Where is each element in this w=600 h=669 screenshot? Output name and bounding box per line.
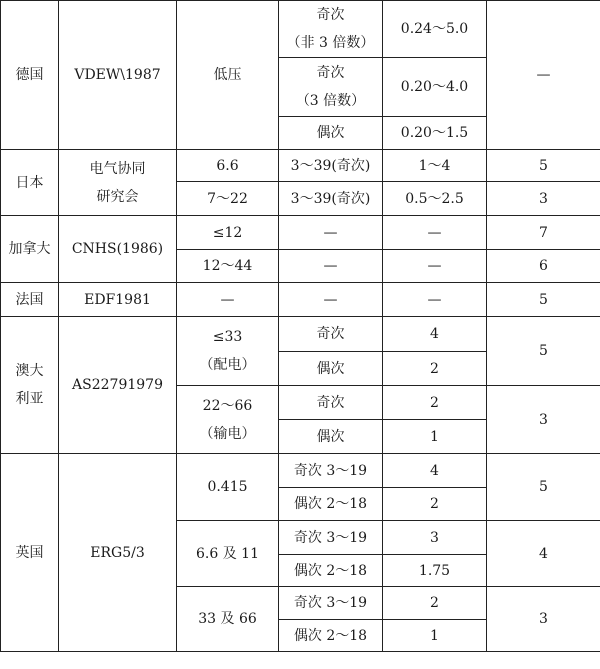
thd-cell: 5	[487, 283, 600, 317]
voltage-cell: 低压	[177, 1, 279, 150]
voltage-cell: 12～44	[177, 250, 279, 283]
limit-value-cell: 2	[383, 386, 487, 420]
harmonic-order-cell: 奇次 3～19	[279, 454, 383, 488]
voltage-cell: 6.6 及 11	[177, 521, 279, 587]
order-line: （3 倍数）	[295, 93, 366, 109]
limit-value-cell: 1.75	[383, 555, 487, 587]
standard-cell: VDEW\1987	[59, 1, 177, 150]
standard-cell: AS22791979	[59, 317, 177, 454]
table-row	[1, 317, 600, 352]
table-row	[1, 1, 600, 58]
voltage-line: （输电）	[199, 425, 256, 442]
limit-value-cell: —	[383, 250, 487, 283]
country-cell: 加拿大	[1, 216, 59, 283]
harmonic-order-cell: 偶次 2～18	[279, 555, 383, 587]
limit-value-cell: 3	[383, 521, 487, 555]
country-line: 利亚	[15, 391, 44, 407]
thd-cell: 7	[487, 216, 600, 250]
thd-cell: —	[487, 1, 600, 150]
thd-cell: 5	[487, 150, 600, 182]
harmonic-order-cell: 奇次	[279, 386, 383, 420]
harmonic-order-cell	[279, 1, 383, 58]
thd-cell: 6	[487, 250, 600, 283]
limit-value-cell: 0.20～1.5	[383, 117, 487, 150]
country-cell: 日本	[1, 150, 59, 216]
harmonic-order-cell: —	[279, 283, 383, 317]
voltage-line: （配电）	[199, 357, 256, 373]
voltage-cell: 7～22	[177, 182, 279, 216]
country-line: 澳大	[15, 363, 44, 379]
standard-cell: CNHS(1986)	[59, 216, 177, 283]
voltage-cell	[177, 386, 279, 454]
country-cell: 法国	[1, 283, 59, 317]
table-row	[1, 216, 600, 250]
harmonic-order-cell: 3～39(奇次)	[279, 150, 383, 182]
harmonic-order-cell: 奇次 3～19	[279, 587, 383, 620]
thd-cell: 3	[487, 182, 600, 216]
harmonic-order-cell: —	[279, 216, 383, 250]
harmonic-order-cell: 偶次	[279, 117, 383, 150]
voltage-cell: —	[177, 283, 279, 317]
voltage-cell: 6.6	[177, 150, 279, 182]
thd-cell: 5	[487, 317, 600, 386]
limit-value-cell: 0.5～2.5	[383, 182, 487, 216]
harmonic-order-cell: 偶次	[279, 352, 383, 386]
harmonic-order-cell: 偶次 2～18	[279, 620, 383, 652]
voltage-line: 22～66	[202, 397, 253, 414]
limit-value-cell: 4	[383, 454, 487, 488]
harmonic-order-cell: 奇次	[279, 317, 383, 352]
limit-value-cell: 0.24～5.0	[383, 1, 487, 58]
standard-cell: EDF1981	[59, 283, 177, 317]
thd-cell: 3	[487, 386, 600, 454]
harmonic-order-cell: —	[279, 250, 383, 283]
standard-cell: ERG5/3	[59, 454, 177, 652]
voltage-line: ≤33	[212, 329, 243, 345]
limit-value-cell: 1	[383, 620, 487, 652]
voltage-cell: 0.415	[177, 454, 279, 521]
order-line: （非 3 倍数）	[286, 35, 375, 51]
limit-value-cell: 2	[383, 587, 487, 620]
table-row	[1, 283, 600, 317]
table-row	[1, 454, 600, 488]
limit-value-cell: 2	[383, 352, 487, 386]
country-cell	[1, 317, 59, 454]
standard-cell	[59, 150, 177, 216]
limit-value-cell: —	[383, 283, 487, 317]
country-cell: 德国	[1, 1, 59, 150]
limit-value-cell: 0.20～4.0	[383, 58, 487, 117]
harmonic-order-cell: 奇次 3～19	[279, 521, 383, 555]
limit-value-cell: 2	[383, 488, 487, 521]
voltage-cell	[177, 317, 279, 386]
harmonic-order-cell: 3～39(奇次)	[279, 182, 383, 216]
order-line: 奇次	[316, 7, 345, 23]
voltage-cell: 33 及 66	[177, 587, 279, 652]
limit-value-cell: 1～4	[383, 150, 487, 182]
harmonic-order-cell	[279, 58, 383, 117]
order-line: 奇次	[316, 65, 345, 81]
thd-cell: 3	[487, 587, 600, 652]
limit-value-cell: —	[383, 216, 487, 250]
limit-value-cell: 4	[383, 317, 487, 352]
thd-cell: 5	[487, 454, 600, 521]
limit-value-cell: 1	[383, 420, 487, 454]
country-cell: 英国	[1, 454, 59, 652]
thd-cell: 4	[487, 521, 600, 587]
standard-line: 电气协同	[89, 160, 146, 177]
harmonic-order-cell: 偶次	[279, 420, 383, 454]
voltage-cell: ≤12	[177, 216, 279, 250]
harmonic-order-cell: 偶次 2～18	[279, 488, 383, 521]
table-row	[1, 150, 600, 182]
standard-line: 研究会	[96, 188, 139, 205]
